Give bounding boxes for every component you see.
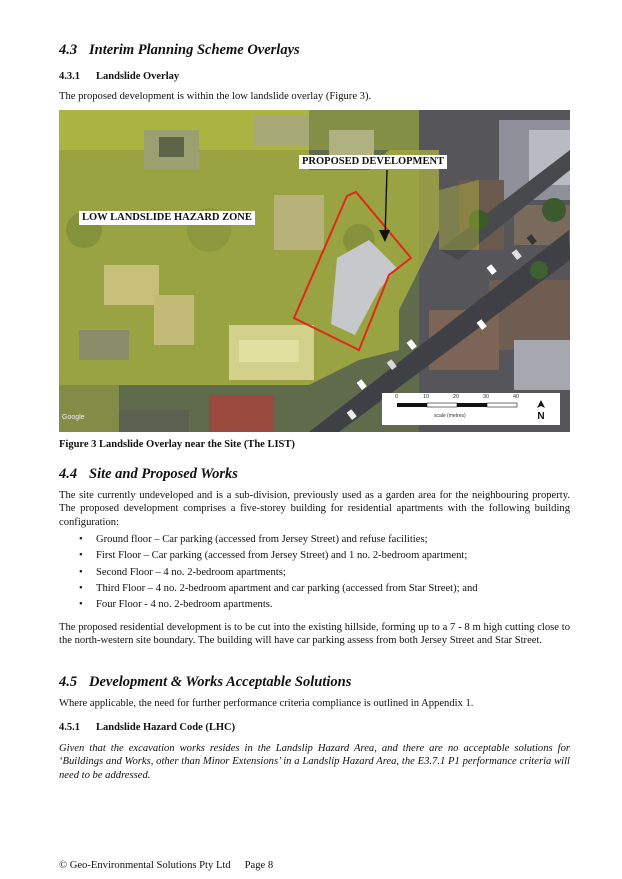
section-heading-4-3: 4.3 Interim Planning Scheme Overlays — [59, 42, 300, 58]
site-paragraph: The site currently undeveloped and is a sub-division, previously used as a garden area for the neighbouring property. The proposed development comprises a five-storey building for residential apartments with the following building configuration: — [59, 490, 570, 528]
scale-tick: 30 — [483, 394, 490, 400]
footer-company: © Geo-Environmental Solutions Pty Ltd — [59, 860, 231, 871]
list-item: • Ground floor – Car parking (accessed from Jersey Street) and refuse facilities; — [79, 534, 428, 545]
label-proposed-development: PROPOSED DEVELOPMENT — [299, 155, 447, 169]
page-footer — [59, 860, 273, 871]
section-heading-4-4: 4.4 Site and Proposed Works — [59, 466, 238, 482]
list-item: • Four Floor - 4 no. 2-bedroom apartments. — [79, 599, 273, 611]
scale-tick: 10 — [423, 394, 430, 400]
scale-bar — [382, 393, 560, 425]
north-label: N — [537, 411, 545, 421]
lhc-paragraph: Given that the excavation works resides in the Landslip Hazard Area, and there are no acceptable solutions for ‘Buildings and Works, other than Minor Extensions’ in a Landslip Hazard Area, the E3.7.1 P1 performance criteria will need to be addressed. — [59, 743, 570, 781]
list-item: • Second Floor – 4 no. 2-bedroom apartments; — [79, 566, 286, 578]
scale-caption: scale (metres) — [434, 413, 466, 419]
list-item: • First Floor – Car parking (accessed from Jersey Street) and 1 no. 2-bedroom apartment; — [79, 550, 468, 562]
subsection-heading-4-3-1: 4.3.1 Landslide Overlay — [59, 71, 180, 82]
residential-paragraph: The proposed residential development is to be cut into the existing hillside, forming up to a 7 - 8 m high cutting close to the north-western site boundary. The building will have car parking assess from both Jersey Street and Star Street. — [59, 622, 570, 647]
landslide-paragraph: The proposed development is within the low landslide overlay (Figure 3). — [59, 91, 372, 102]
subsection-heading-4-5-1: 4.5.1 Landslide Hazard Code (LHC) — [59, 722, 236, 733]
map-attribution: Google — [62, 414, 85, 421]
page-number: Page 8 — [244, 860, 274, 871]
list-item: • Third Floor – 4 no. 2-bedroom apartment and car parking (accessed from Star Street); and — [79, 582, 478, 594]
figure-caption: Figure 3 Landslide Overlay near the Site (The LIST) — [59, 439, 295, 450]
section-heading-4-5: 4.5 Development & Works Acceptable Solutions — [59, 674, 352, 690]
scale-tick: 20 — [453, 394, 460, 400]
label-low-landslide-zone: LOW LANDSLIDE HAZARD ZONE — [79, 211, 255, 225]
north-arrow-icon — [533, 399, 549, 421]
landslide-overlay-map — [59, 110, 570, 432]
appendix-paragraph: Where applicable, the need for further performance criteria compliance is outlined in Appendix 1. — [59, 698, 474, 709]
building-configuration-list — [59, 532, 570, 613]
scale-tick: 40 — [513, 394, 520, 400]
scale-tick: 0 — [395, 394, 399, 400]
